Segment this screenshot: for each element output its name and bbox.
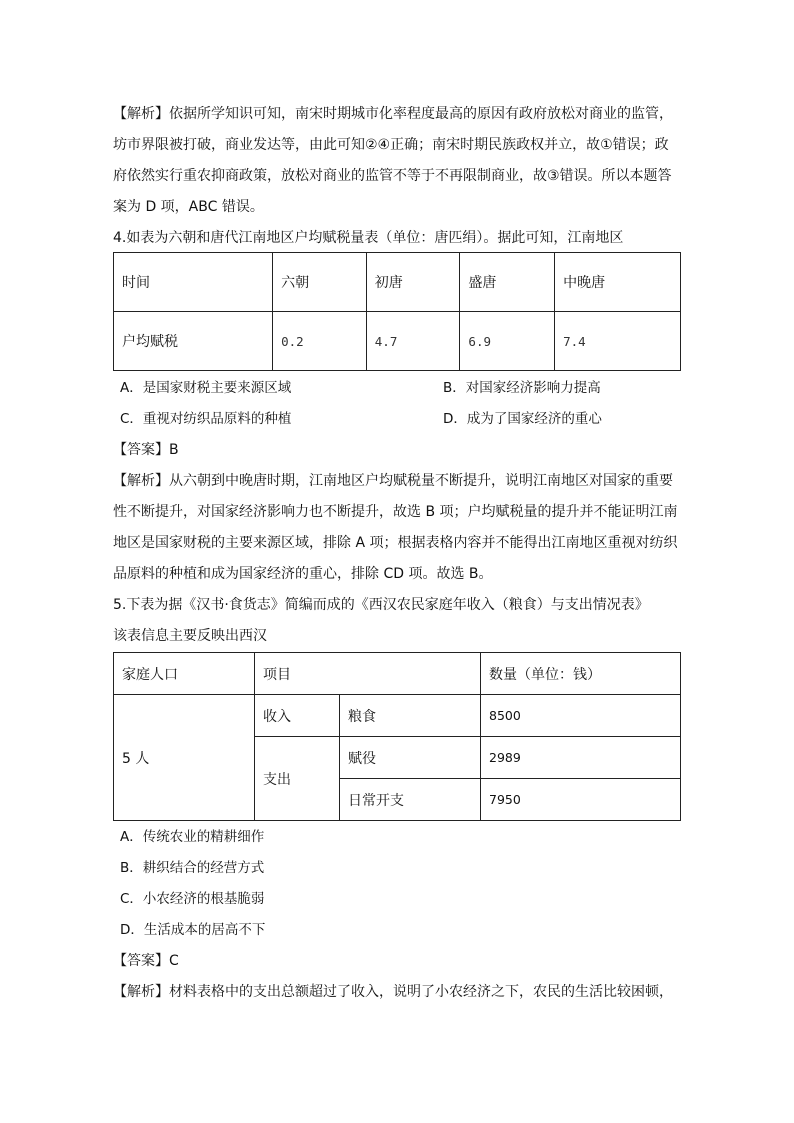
q5-income-table [113, 652, 681, 821]
analysis-line: 案为 D 项，ABC 错误。 [113, 199, 264, 215]
answer-label: 【答案】B [113, 442, 179, 458]
table-cell: 7950 [481, 779, 681, 821]
option-d: D．成为了国家经济的重心 [443, 411, 602, 427]
option-a: A．传统农业的精耕细作 [120, 829, 265, 845]
table-cell: 日常开支 [340, 779, 481, 821]
table-cell: 家庭人口 [114, 653, 255, 695]
table-cell: 数量（单位：钱） [481, 653, 681, 695]
table-cell: 六朝 [273, 253, 367, 312]
table-row [114, 695, 681, 737]
analysis-line: 【解析】材料表格中的支出总额超过了收入，说明了小农经济之下，农民的生活比较困顿， [113, 984, 673, 1000]
analysis-line: 【解析】依据所学知识可知，南宋时期城市化率程度最高的原因有政府放松对商业的监管， [113, 106, 673, 122]
analysis-line: 品原料的种植和成为国家经济的重心，排除 CD 项。故选 B。 [113, 566, 493, 582]
option-b: B．对国家经济影响力提高 [443, 380, 601, 396]
q4-tax-table [113, 252, 681, 371]
table-cell: 初唐 [366, 253, 460, 312]
analysis-line: 坊市界限被打破，商业发达等，由此可知②④正确；南宋时期民族政权并立，故①错误；政 [113, 137, 669, 153]
option-c: C．重视对纺织品原料的种植 [120, 411, 292, 427]
option-a: A．是国家财税主要来源区域 [120, 380, 292, 396]
question-5-stem: 该表信息主要反映出西汉 [113, 628, 267, 644]
option-c: C．小农经济的根基脆弱 [120, 891, 265, 907]
table-cell: 2989 [481, 737, 681, 779]
table-cell: 6.9 [460, 312, 555, 371]
table-cell: 中晚唐 [555, 253, 681, 312]
analysis-line: 性不断提升，对国家经济影响力也不断提升，故选 B 项；户均赋税量的提升并不能证明江南 [113, 504, 678, 520]
table-cell: 8500 [481, 695, 681, 737]
table-cell: 收入 [255, 695, 340, 737]
table-header-row [114, 253, 681, 312]
table-cell: 5 人 [114, 695, 255, 821]
table-cell: 7.4 [555, 312, 681, 371]
table-cell: 赋役 [340, 737, 481, 779]
table-header-row [114, 653, 681, 695]
table-cell: 0.2 [273, 312, 367, 371]
table-row [114, 312, 681, 371]
table-cell: 支出 [255, 737, 340, 821]
analysis-line: 【解析】从六朝到中晚唐时期，江南地区户均赋税量不断提升，说明江南地区对国家的重要 [113, 473, 673, 489]
option-b: B．耕织结合的经营方式 [120, 860, 265, 876]
answer-label: 【答案】C [113, 953, 179, 969]
table-cell: 户均赋税 [114, 312, 273, 371]
question-5-stem: 5.下表为据《汉书·食货志》简编而成的《西汉农民家庭年收入（粮食）与支出情况表》 [113, 597, 649, 613]
table-cell: 项目 [255, 653, 481, 695]
table-cell: 盛唐 [460, 253, 555, 312]
table-cell: 4.7 [366, 312, 460, 371]
question-4-stem: 4.如表为六朝和唐代江南地区户均赋税量表（单位：唐匹绢）。据此可知，江南地区 [113, 230, 624, 246]
analysis-line: 地区是国家财税的主要来源区域，排除 A 项；根据表格内容并不能得出江南地区重视对纺织 [113, 535, 678, 551]
analysis-line: 府依然实行重农抑商政策，放松对商业的监管不等于不再限制商业，故③错误。所以本题答 [113, 168, 672, 184]
option-d: D．生活成本的居高不下 [120, 922, 266, 938]
table-cell: 时间 [114, 253, 273, 312]
table-cell: 粮食 [340, 695, 481, 737]
